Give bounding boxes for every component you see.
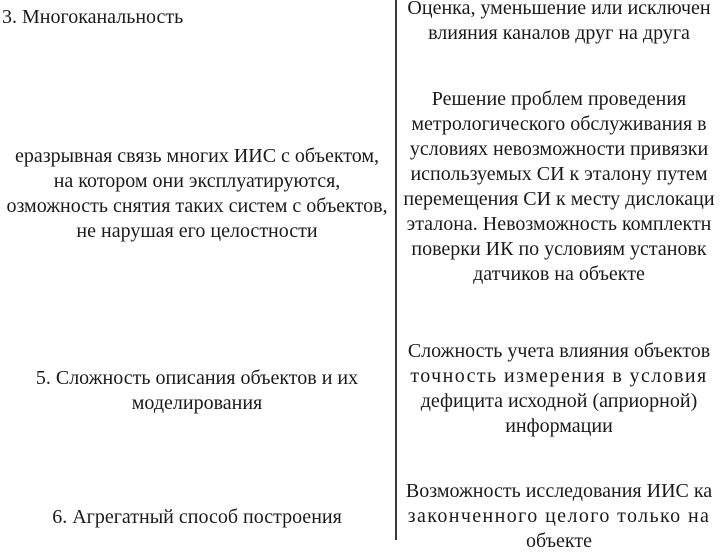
row-6-left-cell bbox=[0, 505, 394, 530]
row-5-right-line: Сложность учета влияния объектов bbox=[407, 340, 711, 362]
row-6-right-cell bbox=[398, 479, 720, 554]
row-6-right-line: Возможность исследования ИИС ка bbox=[405, 480, 713, 502]
row-3-left-line: 3. Многоканальность bbox=[2, 6, 184, 28]
row-4-left-line: озможность снятия таких систем с объектов, bbox=[6, 195, 388, 217]
row-5-right-line: точность измерения в условия bbox=[410, 365, 708, 387]
row-5-right-line: дефицита исходной (априорной) bbox=[420, 390, 698, 412]
row-5-left-cell bbox=[0, 366, 394, 416]
row-3-right-cell bbox=[398, 0, 720, 46]
row-3-right-line: влияния каналов друг на друга bbox=[428, 22, 690, 44]
row-4-right-line: условиях невозможности привязки bbox=[409, 138, 709, 160]
row-4-right-line: перемещения СИ к месту дислокаци bbox=[403, 188, 715, 210]
row-4-right-line: поверки ИК по условиям установк bbox=[411, 238, 707, 260]
row-6-right-line: законченного целого только на bbox=[407, 505, 711, 527]
row-6-right-line: объекте bbox=[526, 530, 592, 552]
row-4-right-line: метрологического обслуживания в bbox=[411, 113, 707, 135]
column-divider bbox=[395, 0, 397, 540]
row-4-right-line: Решение проблем проведения bbox=[431, 88, 687, 110]
row-5-right-line: информации bbox=[505, 415, 613, 437]
row-4-right-line: используемых СИ к эталону путем bbox=[410, 163, 708, 185]
row-6-left-line: 6. Агрегатный способ построения bbox=[52, 506, 342, 528]
row-4-right-line: эталона. Невозможность комплектн bbox=[406, 213, 712, 235]
row-5-left-line: 5. Сложность описания объектов и их bbox=[35, 367, 359, 389]
row-4-left-line: на котором они эксплуатируются, bbox=[53, 170, 341, 192]
row-4-left-cell bbox=[0, 144, 394, 244]
row-4-left-line: еразрывная связь многих ИИС с объектом, bbox=[14, 145, 380, 167]
row-4-right-cell bbox=[398, 87, 720, 287]
row-4-left-line: не нарушая его целостности bbox=[76, 220, 318, 242]
row-3-left-cell bbox=[2, 5, 396, 30]
row-4-right-line: датчиков на объекте bbox=[473, 263, 645, 285]
row-5-right-cell bbox=[398, 339, 720, 439]
row-5-left-line: моделирования bbox=[131, 392, 263, 414]
row-3-right-line: Оценка, уменьшение или исключен bbox=[407, 0, 711, 19]
